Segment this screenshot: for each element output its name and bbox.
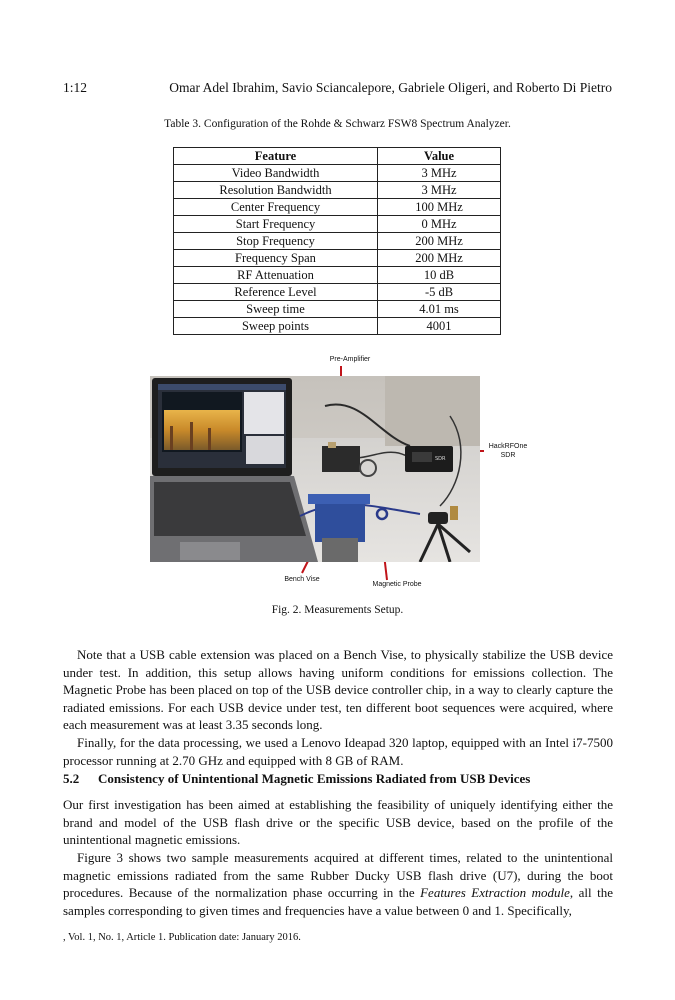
table-row: [174, 318, 501, 335]
value-cell: 200 MHz: [378, 250, 501, 267]
running-header: [63, 80, 612, 100]
header-value: Value: [378, 148, 501, 165]
feature-cell: Center Frequency: [174, 199, 378, 216]
feature-cell: Reference Level: [174, 284, 378, 301]
value-cell: 100 MHz: [378, 199, 501, 216]
section-title: Consistency of Unintentional Magnetic Emissions Radiated from USB Devices: [98, 771, 531, 786]
table-row: [174, 165, 501, 182]
table-caption: Table 3. Configuration of the Rohde & Schwarz FSW8 Spectrum Analyzer.: [164, 118, 511, 130]
feature-cell: Sweep time: [174, 301, 378, 318]
table-row: [174, 182, 501, 199]
value-cell: 4.01 ms: [378, 301, 501, 318]
header-authors: Omar Adel Ibrahim, Savio Sciancalepore, Gabriele Oligeri, and Roberto Di Pietro: [169, 80, 612, 95]
feature-cell: Resolution Bandwidth: [174, 182, 378, 199]
table-row: [174, 301, 501, 318]
hackrf-label-line2: SDR: [500, 452, 516, 459]
pre-amplifier-label: Pre-Amplifier: [329, 356, 371, 363]
table-header-row: [174, 148, 501, 165]
svg-text:SDR: SDR: [435, 456, 446, 462]
value-cell: 3 MHz: [378, 165, 501, 182]
table-row: [174, 284, 501, 301]
page-number: 1:12: [63, 80, 88, 95]
feature-cell: Stop Frequency: [174, 233, 378, 250]
value-cell: -5 dB: [378, 284, 501, 301]
figure-caption: Fig. 2. Measurements Setup.: [271, 604, 404, 616]
section-heading: [63, 771, 623, 787]
feature-cell: RF Attenuation: [174, 267, 378, 284]
hackrf-sdr-icon: [405, 446, 453, 472]
p4-text-start: Figure 3 shows two sample measurements acquired at different times, related to the unintentional magnetic emissions radiated from the same Rubber Ducky USB flash drive (U7), during the boot procedures. Because of the normalization phase occurring in the: [63, 850, 613, 901]
feature-cell: Sweep points: [174, 318, 378, 335]
value-cell: 3 MHz: [378, 182, 501, 199]
bench-vise-label: Bench Vise: [284, 576, 320, 583]
table-row: [174, 267, 501, 284]
hackrf-label-line1: HackRFOne: [488, 443, 528, 450]
table-row: [174, 250, 501, 267]
paragraph-setup: Note that a USB cable extension was placed on a Bench Vise, to physically stabilize the USB device under test. In addition, this setup allows having uniform conditions for emissions collection. The Magnetic Probe has been placed on top of the USB device controller chip, in a way to clearly capture the radiated emissions. For each USB device under test, ten different boot sequences were acquired, where each measurement was at least 3.35 seconds long.: [63, 647, 613, 733]
configuration-table: [173, 147, 501, 335]
paragraph-investigation: Our first investigation has been aimed at establishing the feasibility of uniquely identifying either the brand and model of the USB flash drive or the specific USB device, based on the profile of the unintentional magnetic emissions.: [63, 797, 613, 848]
measurement-setup-photo: [150, 376, 480, 562]
features-extraction-module: Features Extraction module: [420, 885, 570, 901]
feature-cell: Frequency Span: [174, 250, 378, 267]
value-cell: 10 dB: [378, 267, 501, 284]
table-row: [174, 216, 501, 233]
page-footer: , Vol. 1, No. 1, Article 1. Publication date: January 2016.: [63, 932, 301, 943]
table-row: [174, 199, 501, 216]
feature-cell: Start Frequency: [174, 216, 378, 233]
paragraph-figure3: [63, 849, 613, 919]
value-cell: 4001: [378, 318, 501, 335]
p4-text-end: , all the samples corresponding to given times and frequencies have a value between 0 and 1. Specifically,: [63, 885, 613, 918]
feature-cell: Video Bandwidth: [174, 165, 378, 182]
value-cell: 200 MHz: [378, 233, 501, 250]
header-feature: Feature: [174, 148, 378, 165]
hackrf-label: [484, 442, 532, 460]
magnetic-probe-label: Magnetic Probe: [372, 581, 422, 588]
paragraph-data-processing: Finally, for the data processing, we used a Lenovo Ideapad 320 laptop, equipped with an Intel i7-7500 processor running at 2.70 GHz and equipped with 8 GB of RAM.: [63, 735, 613, 768]
section-number: 5.2: [63, 771, 80, 786]
table-row: [174, 233, 501, 250]
value-cell: 0 MHz: [378, 216, 501, 233]
